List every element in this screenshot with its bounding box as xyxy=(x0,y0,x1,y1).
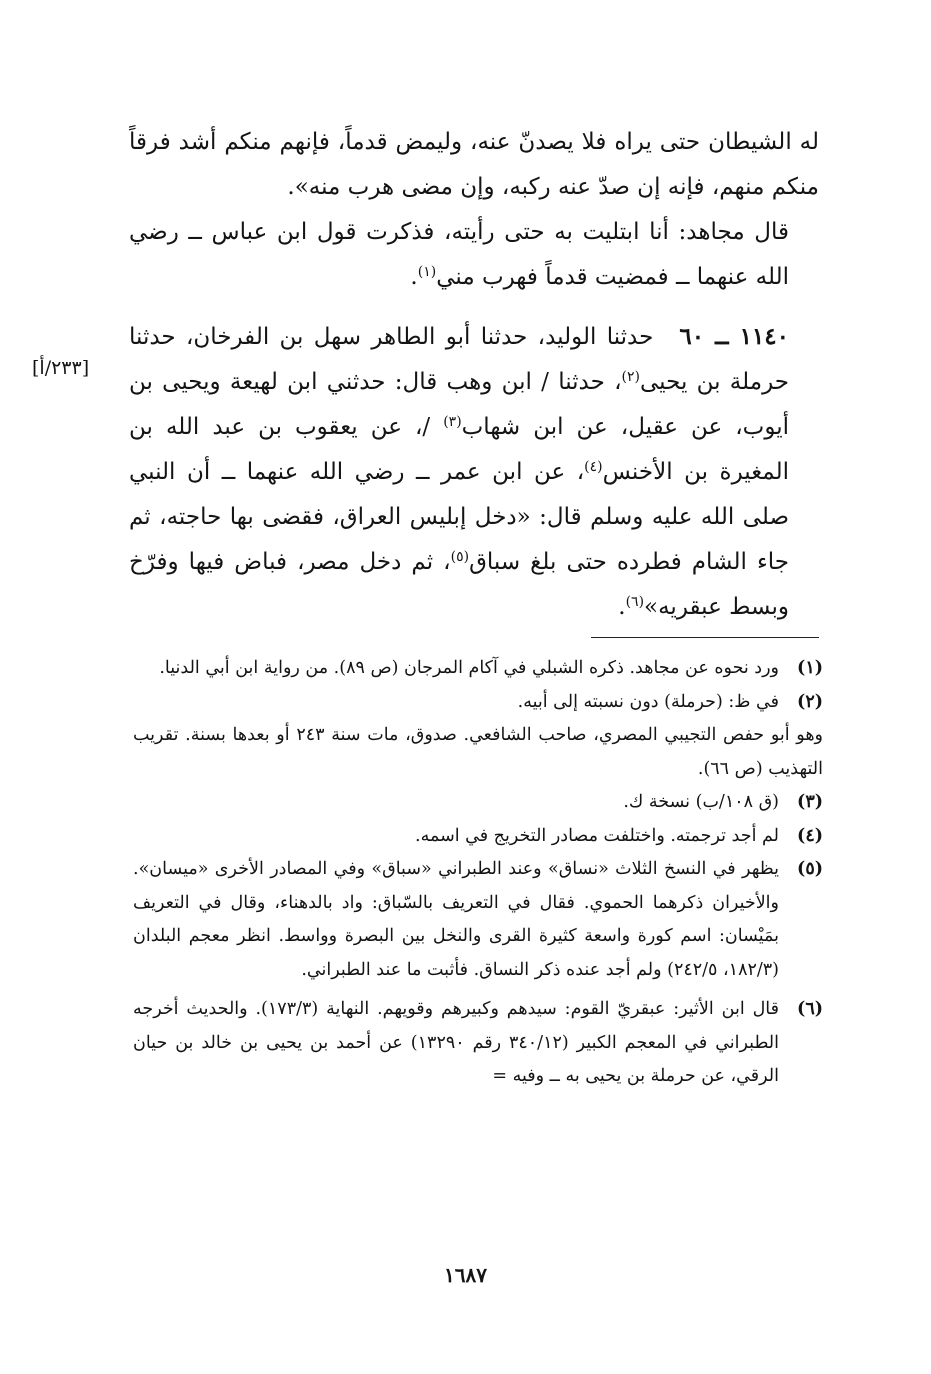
footnote-ref-4[interactable]: (٤) xyxy=(584,459,603,475)
footnote-number: (٢) xyxy=(797,691,823,712)
footnote-number: (٦) xyxy=(797,999,823,1019)
footnote-ref-5[interactable]: (٥) xyxy=(450,549,470,565)
footnote-ref-6[interactable]: (٦) xyxy=(625,594,645,610)
footnote-5 xyxy=(133,853,823,987)
footnote-6 xyxy=(133,993,823,1094)
footnote-number: (٤) xyxy=(797,825,823,846)
footnote-2-continuation: وهو أبو حفص التجيبي المصري، صاحب الشافعي. صدوق، مات سنة ٢٤٣ أو بعدها بسنة. تقريب التهذيب (ص ٦٦). xyxy=(133,725,824,779)
footnote-2 xyxy=(133,686,823,720)
footnote-separator xyxy=(591,637,819,638)
footnote-text: لم أجد ترجمته. واختلفت مصادر التخريج في اسمه. xyxy=(415,825,779,846)
footnote-text: في ظ: (حرملة) دون نسبته إلى أبيه. xyxy=(517,691,779,712)
footnote-number: (١) xyxy=(797,658,823,678)
paragraph-hadith-1140: ١١٤٠ ــ ٦٠حدثنا الوليد، حدثنا أبو الطاهر سهل بن الفرخان، حدثنا حرملة بن يحيى$^{(٢)}$، حدثنا / ابن وهب قال: حدثني ابن لهيعة ويحيى بن أيوب، عن عقيل، عن ابن شهاب$^{(٣)}$ /، عن يعقوب بن عبد الله بن المغيرة بن الأخنس$^{(٤)}$، عن ابن عمر ــ رضي الله عنهما ــ أن النبي صلى الله عليه وسلم قال: «دخل إبليس العراق، فقضى بها حاجته، ثم جاء الشام فطرده حتى بلغ سباق$^{(٥)}$، ثم دخل مصر، فباض فيها وفرّخ وبسط عبقريه»$^{(٦)}$. xyxy=(129,323,789,620)
paragraph-mujahid: قال مجاهد: أنا ابتليت به حتى رأيته، فذكرت قول ابن عباس ــ رضي الله عنهما ــ فمضيت قدماً فهرب مني$^{(١)}$. xyxy=(129,219,789,290)
hadith-number: ١١٤٠ ــ ٦٠ xyxy=(679,323,789,350)
footnote-ref-3[interactable]: (٣) xyxy=(443,414,462,430)
manuscript-folio-marker: [٢٣٣/أ] xyxy=(32,357,90,379)
footnote-4 xyxy=(133,820,823,854)
footnote-text: قال ابن الأثير: عبقريّ القوم: سيدهم وكبيرهم وقويهم. النهاية (١٧٣/٣). والحديث أخرجه الطبراني في المعجم الكبير (٣٤٠/١٢ رقم ١٣٢٩٠) عن أحمد بن يحيى بن خالد بن حيان الرقي، عن حرملة بن يحيى به ــ وفيه = xyxy=(133,999,779,1086)
footnote-text: (ق ١٠٨/ب) نسخة ك. xyxy=(623,792,779,812)
footnote-1 xyxy=(133,652,823,686)
paragraph-hadith-continuation: له الشيطان حتى يراه فلا يصدنّ عنه، وليمض قدماً، فإنهم منكم أشد فرقاً منكم منهم، فإنه إن صدّ عنه ركبه، وإن مضى هرب منه». xyxy=(129,129,819,200)
footnote-3 xyxy=(133,786,823,820)
main-text xyxy=(129,120,819,630)
page-number: ١٦٨٧ xyxy=(444,1263,487,1287)
footnote-text: ورد نحوه عن مجاهد. ذكره الشبلي في آكام المرجان (ص ٨٩). من رواية ابن أبي الدنيا. xyxy=(159,658,779,678)
footnote-number: (٥) xyxy=(797,859,823,879)
footnotes xyxy=(133,652,823,1094)
footnote-number: (٣) xyxy=(797,792,823,812)
footnote-ref-1[interactable]: (١) xyxy=(417,264,437,280)
footnote-ref-2[interactable]: (٢) xyxy=(621,369,640,385)
footnote-text: يظهر في النسخ الثلاث «نساق» وعند الطبراني «سباق» وفي المصادر الأخرى «ميسان». والأخيران ذكرهما الحموي. فقال في التعريف بالسّباق: واد بالدهناء، وقال في التعريف بمَيْسان: اسم كورة واسعة كثيرة القرى والنخل بين البصرة وواسط. انظر معجم البلدان (١٨٢/٣، ٢٤٢/٥) ولم أجد عنده ذكر النساق. فأثبت ما عند الطبراني. xyxy=(133,859,779,980)
